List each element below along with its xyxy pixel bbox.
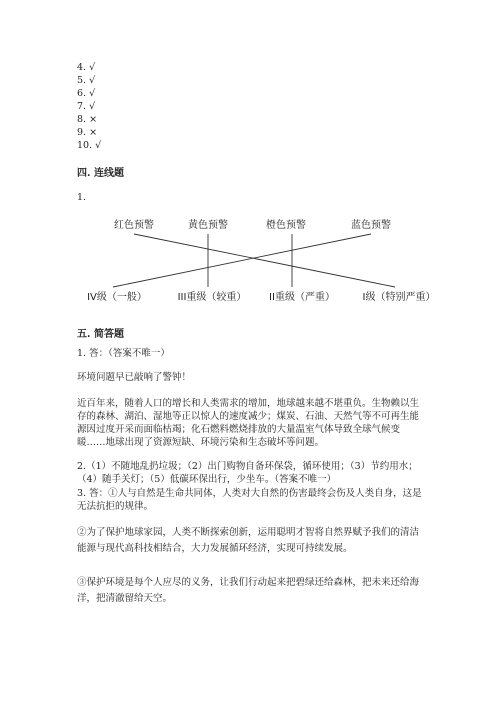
- question-number: 1.: [77, 192, 87, 203]
- bottom-label-ii: II重级（严重）: [269, 292, 335, 303]
- match-line-blue-iv: [113, 234, 371, 287]
- matching-diagram: [0, 212, 500, 312]
- answer-item: 8. ×: [77, 114, 98, 125]
- answer-item: 5. √: [77, 75, 96, 86]
- answer-item: 6. √: [77, 88, 96, 99]
- top-label-blue: 蓝色预警: [351, 220, 391, 231]
- answer-1-paragraph: 近百年来，随着人口的增长和人类需求的增加，地球越来越不堪重负。生物赖以生存的森林、湖泊、湿地等正以惊人的速度减少；煤炭、石油、天然气等不可再生能源因过度开采而面临枯竭；化石燃料燃烧排放的大量温室气体导致全球气候变暖……地球出现了资源短缺、环境污染和生态破坏等问题。: [77, 398, 420, 448]
- bottom-label-iii: III重级（较重）: [177, 292, 247, 303]
- answer-3-part-1: 3. 答：①人与自然是生命共同体，人类对大自然的伤害最终会伤及人类自身，这是无法抗拒的规律。: [77, 488, 422, 512]
- answer-item: 9. ×: [77, 127, 98, 138]
- top-label-orange: 橙色预警: [266, 220, 306, 231]
- top-label-yellow: 黄色预警: [188, 220, 228, 231]
- answer-2: 2.（1）不随地乱扔垃圾；（2）出门购物自备环保袋，循环使用；（3）节约用水；（4）随手关灯；（5）低碳环保出行，少坐车。（答案不唯一）: [77, 461, 418, 485]
- answer-1-line: 环境问题早已敲响了警钟！: [77, 372, 192, 383]
- answer-item: 7. √: [77, 101, 96, 112]
- bottom-label-i: I级（特别严重）: [362, 292, 436, 303]
- match-line-red-i: [134, 234, 395, 287]
- answer-1-head: 1. 答：（答案不唯一）: [77, 348, 170, 359]
- section-4-title: 四. 连线题: [77, 168, 124, 179]
- answer-item: 10. √: [77, 140, 102, 151]
- answer-item: 4. √: [77, 62, 96, 73]
- top-label-red: 红色预警: [114, 220, 154, 231]
- answer-3-part-2: ②为了保护地球家园，人类不断探索创新，运用聪明才智将自然界赋予我们的清洁能源与现代高科技相结合，大力发展循环经济，实现可持续发展。: [77, 527, 420, 554]
- bottom-label-iv: IV级（一般）: [87, 292, 147, 303]
- section-5-title: 五. 简答题: [77, 329, 124, 340]
- answer-3-part-3: ③保护环境是每个人应尽的义务，让我们行动起来把碧绿还给森林，把未来还给海洋，把清澈留给天空。: [77, 577, 420, 604]
